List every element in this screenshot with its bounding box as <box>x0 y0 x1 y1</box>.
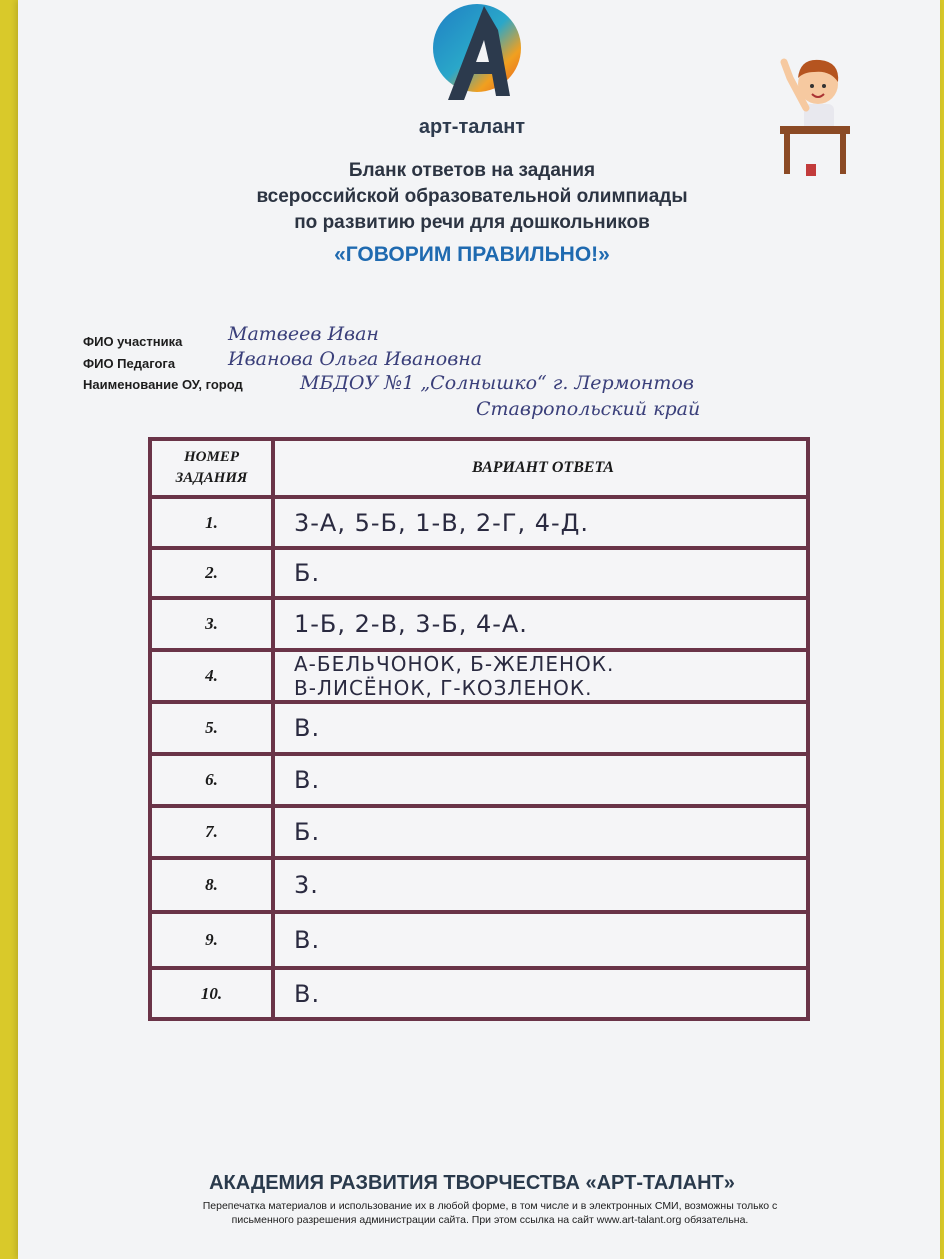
task-number: 1. <box>152 499 275 546</box>
task-number: 4. <box>152 652 275 700</box>
table-row <box>152 499 806 550</box>
task-number: 6. <box>152 756 275 804</box>
answer-text: Б. <box>294 818 321 846</box>
org-value-line-1: МБДОУ №1 „Солнышко“ г. Лермонтов <box>300 372 694 394</box>
teacher-value: Иванова Ольга Ивановна <box>228 348 483 370</box>
olympiad-title: «ГОВОРИМ ПРАВИЛЬНО!» <box>334 243 610 266</box>
task-number: 8. <box>152 860 275 910</box>
table-row <box>152 704 806 756</box>
org-label: Наименование ОУ, город <box>83 377 243 392</box>
table-row <box>152 914 806 970</box>
task-number: 10. <box>152 970 275 1017</box>
footer-note-line-1: Перепечатка материалов и использование их в любой форме, в том числе и в электронных СМИ, возможны только с <box>202 1200 778 1212</box>
answer-line-1: А-БЕЛЬЧОНОК, Б-ЖЕЛЕНОК. <box>294 652 615 676</box>
table-row <box>152 600 806 652</box>
task-number: 5. <box>152 704 275 752</box>
participant-label: ФИО участника <box>83 334 183 349</box>
answer-text: В. <box>294 979 321 1008</box>
table-row <box>152 970 806 1017</box>
header-task-number <box>152 441 275 495</box>
answers-table <box>148 437 810 1021</box>
header-answer: ВАРИАНТ ОТВЕТА <box>472 459 614 476</box>
answer-line-2: В-ЛИСЁНОК, Г-КОЗЛЕНОК. <box>294 676 593 700</box>
answer-text: 3. <box>294 871 319 899</box>
table-row <box>152 808 806 860</box>
answer-text: В. <box>294 926 321 954</box>
heading-line-2: всероссийской образовательной олимпиады <box>256 186 688 207</box>
brand-name: арт-талант <box>418 116 526 138</box>
table-row <box>152 652 806 704</box>
answer-text: В. <box>294 766 321 794</box>
heading-line-1: Бланк ответов на задания <box>348 160 596 181</box>
header-num-line-1: НОМЕР <box>183 449 239 465</box>
footer-title: АКАДЕМИЯ РАЗВИТИЯ ТВОРЧЕСТВА «АРТ-ТАЛАНТ» <box>209 1172 735 1194</box>
task-number: 2. <box>152 550 275 596</box>
table-row <box>152 756 806 808</box>
table-row <box>152 860 806 914</box>
heading-line-3: по развитию речи для дошкольников <box>294 212 650 233</box>
answer-text <box>280 652 806 700</box>
task-number: 7. <box>152 808 275 856</box>
participant-value: Матвеев Иван <box>228 323 379 345</box>
answer-text: 1-Б, 2-В, 3-Б, 4-А. <box>294 610 528 638</box>
answer-text: В. <box>294 714 321 742</box>
task-number: 9. <box>152 914 275 966</box>
header-num-line-2: ЗАДАНИЯ <box>175 470 248 486</box>
footer-note-line-2: письменного разрешения администрации сайта. При этом ссылка на сайт www.art-talant.org обязательна. <box>231 1214 749 1226</box>
org-value-line-2: Ставропольский край <box>476 398 701 420</box>
answer-text: Б. <box>294 559 321 587</box>
answer-text: 3-А, 5-Б, 1-В, 2-Г, 4-Д. <box>294 508 590 537</box>
teacher-label: ФИО Педагога <box>83 356 176 371</box>
table-row <box>152 550 806 600</box>
table-header-row <box>152 441 806 499</box>
task-number: 3. <box>152 600 275 648</box>
